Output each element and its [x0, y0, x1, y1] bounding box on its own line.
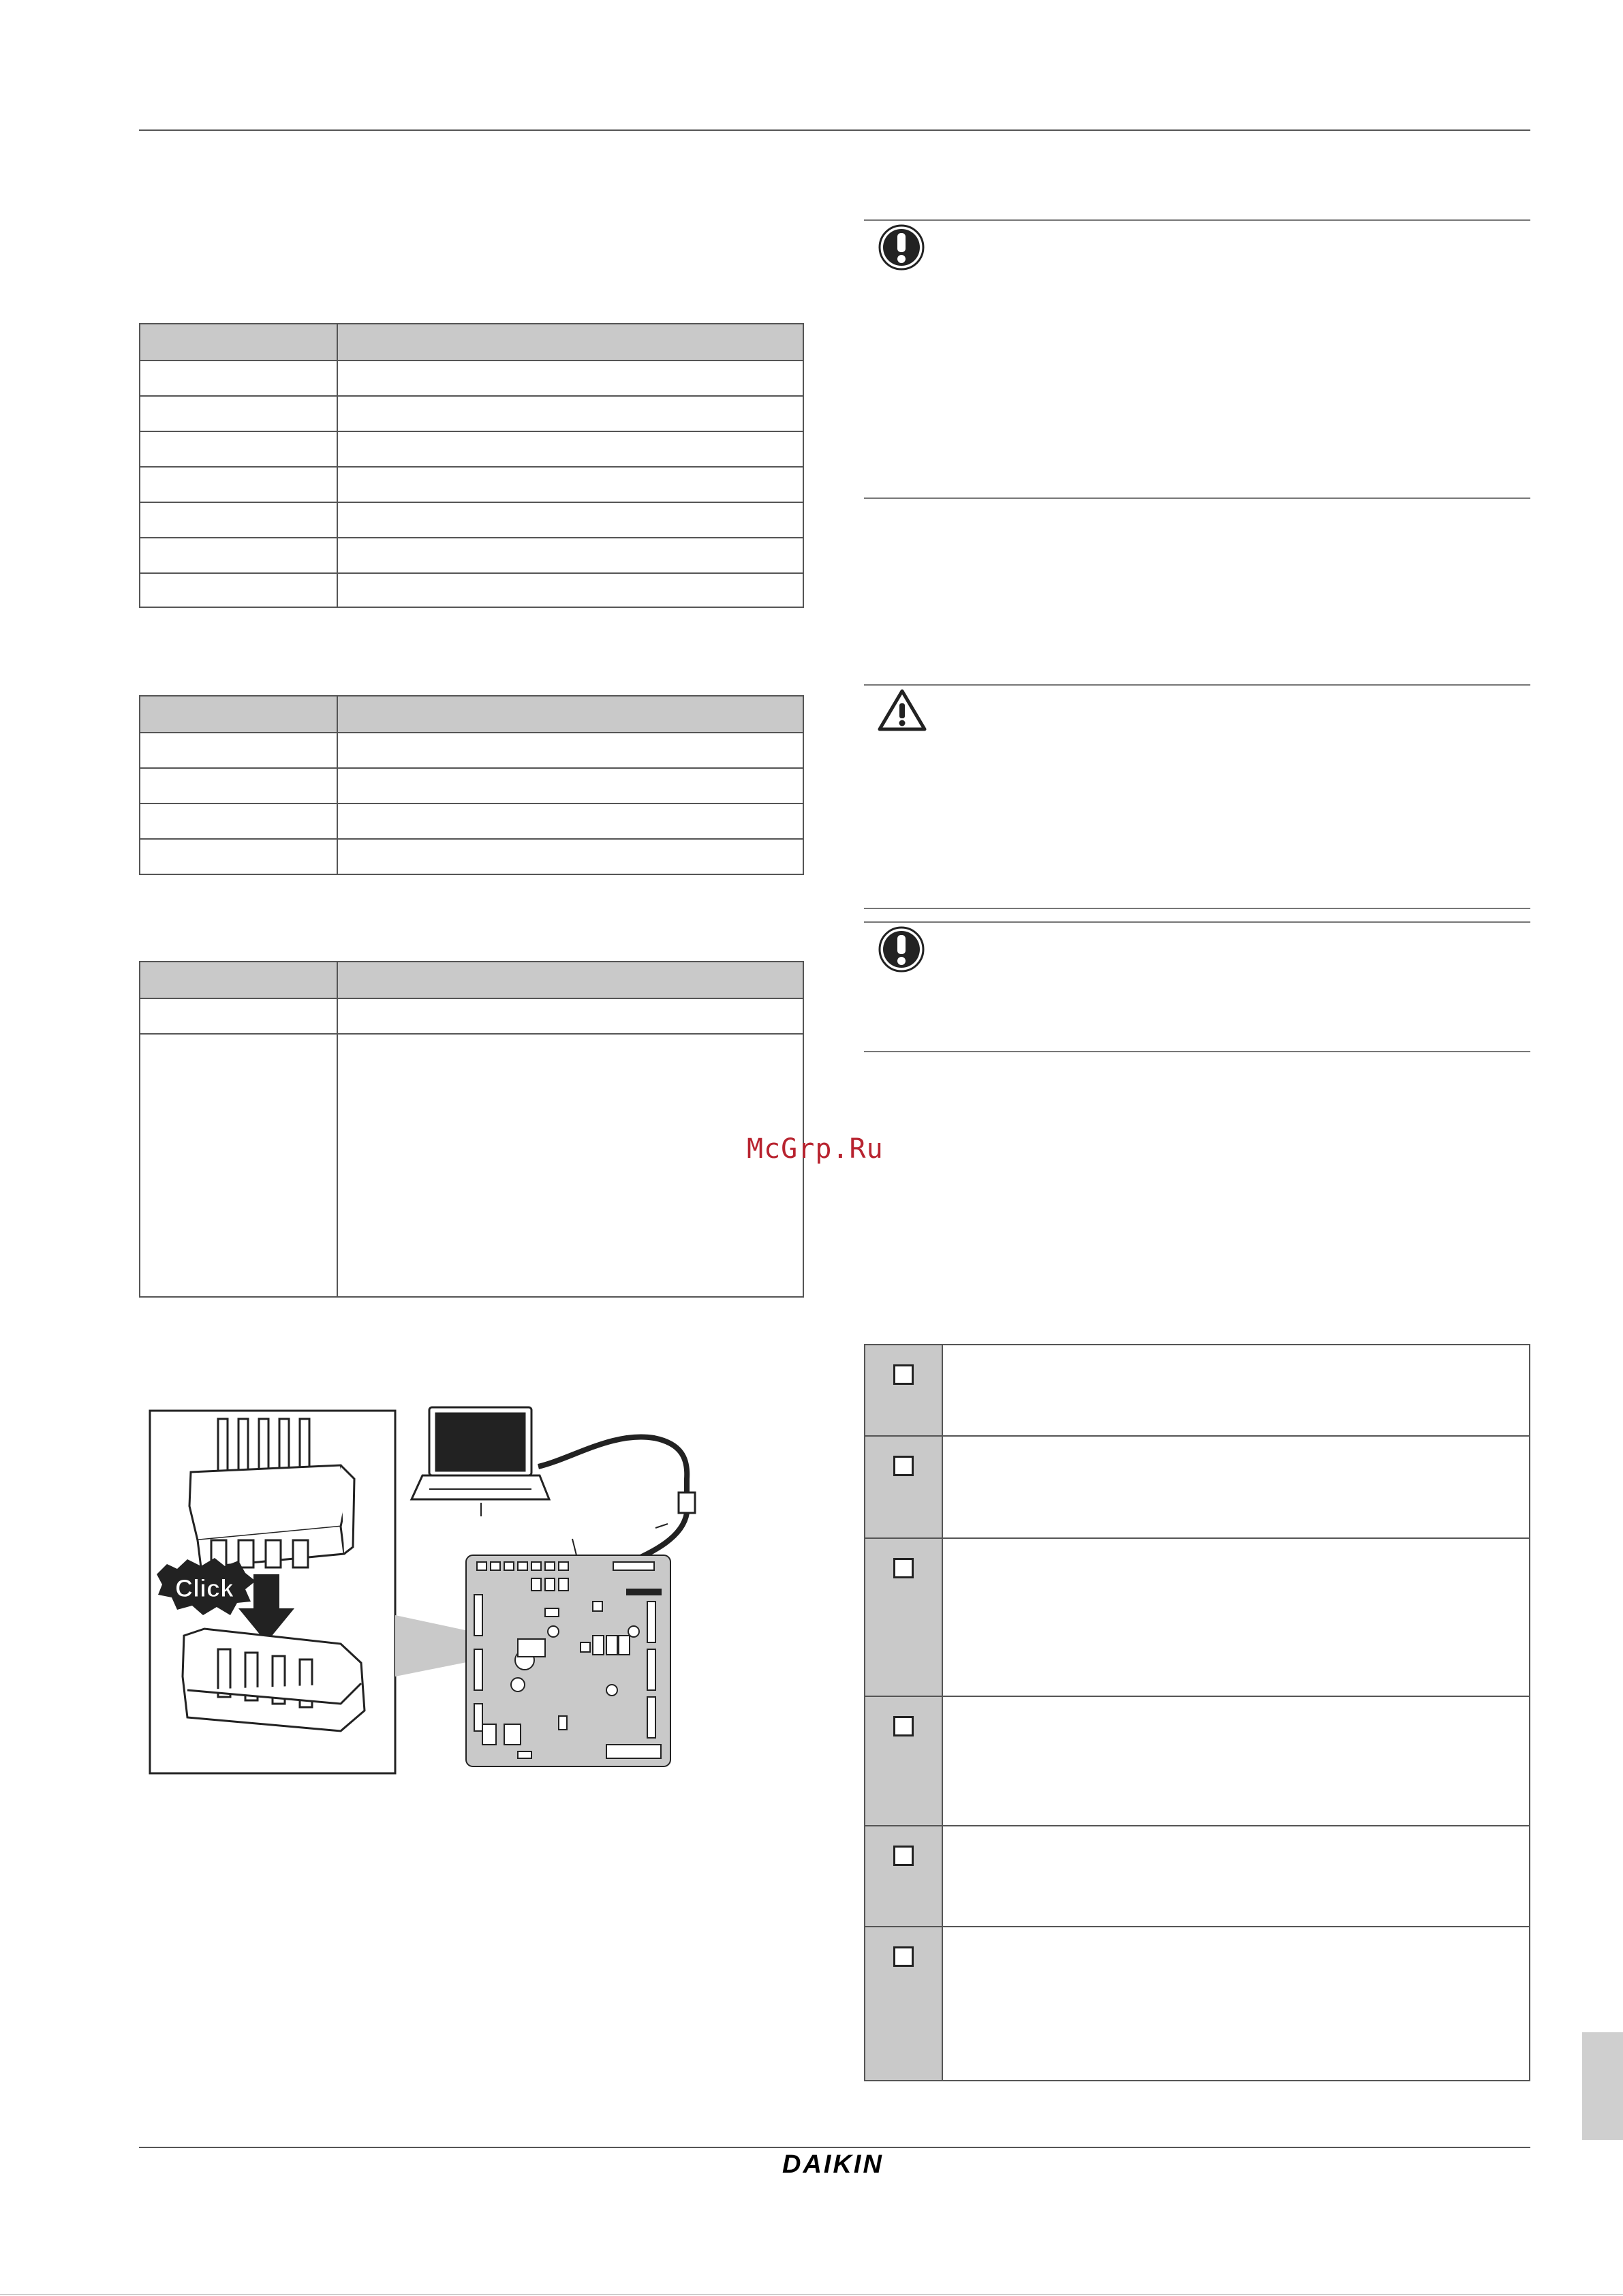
table-2 [139, 695, 804, 875]
chapter-tab-marker [1582, 2032, 1623, 2140]
checkbox-icon[interactable] [893, 1946, 914, 1967]
table-row [140, 431, 803, 466]
table-row [140, 466, 803, 502]
note-rule [864, 498, 1530, 499]
bottom-edge-rule [0, 2294, 1623, 2295]
checkbox-icon[interactable] [893, 1846, 914, 1866]
checklist-table [864, 1344, 1530, 2081]
warning-rule-top [864, 684, 1530, 686]
plug-connector [189, 1465, 354, 1567]
footer-rule [139, 2147, 1530, 2148]
laptop-icon [412, 1407, 549, 1499]
watermark: McGrp.Ru [747, 1133, 884, 1165]
note-rule-top [864, 219, 1530, 221]
checklist-row [865, 1435, 1529, 1537]
click-label: Click [174, 1574, 234, 1602]
pcb-board [466, 1555, 670, 1766]
table-row [140, 572, 803, 607]
note-rule-bottom-2 [864, 1051, 1530, 1052]
checklist-row [865, 1825, 1529, 1926]
table-header-row [140, 324, 803, 360]
cable-adapter [679, 1493, 695, 1513]
table-row [140, 360, 803, 395]
checklist-row [865, 1537, 1529, 1696]
exclamation-circle-icon [878, 224, 925, 271]
table-row [140, 767, 803, 803]
table-row [140, 838, 803, 874]
checklist-row [865, 1345, 1529, 1435]
table-row [140, 803, 803, 838]
checklist-row [865, 1926, 1529, 2080]
note-rule-top-2 [864, 921, 1530, 923]
table-row [140, 998, 803, 1033]
checkbox-icon[interactable] [893, 1558, 914, 1578]
table-header-row [140, 697, 803, 732]
socket-connector [183, 1629, 365, 1731]
table-row [140, 395, 803, 431]
table-row [140, 732, 803, 767]
service-cable [538, 1437, 687, 1493]
table-row [140, 502, 803, 537]
table-3 [139, 961, 804, 1298]
header-rule [139, 129, 1530, 131]
connection-figure [136, 1390, 736, 1792]
table-1 [139, 323, 804, 608]
exclamation-circle-icon [878, 925, 925, 973]
daikin-logo: DAIKIN [782, 2150, 884, 2179]
checkbox-icon[interactable] [893, 1364, 914, 1385]
warning-rule-bottom [864, 908, 1530, 909]
table-header-row [140, 962, 803, 998]
table-row [140, 1033, 803, 1296]
warning-triangle-icon [878, 688, 927, 732]
checklist-row [865, 1696, 1529, 1825]
table-row [140, 537, 803, 572]
checkbox-icon[interactable] [893, 1456, 914, 1476]
checkbox-icon[interactable] [893, 1716, 914, 1736]
